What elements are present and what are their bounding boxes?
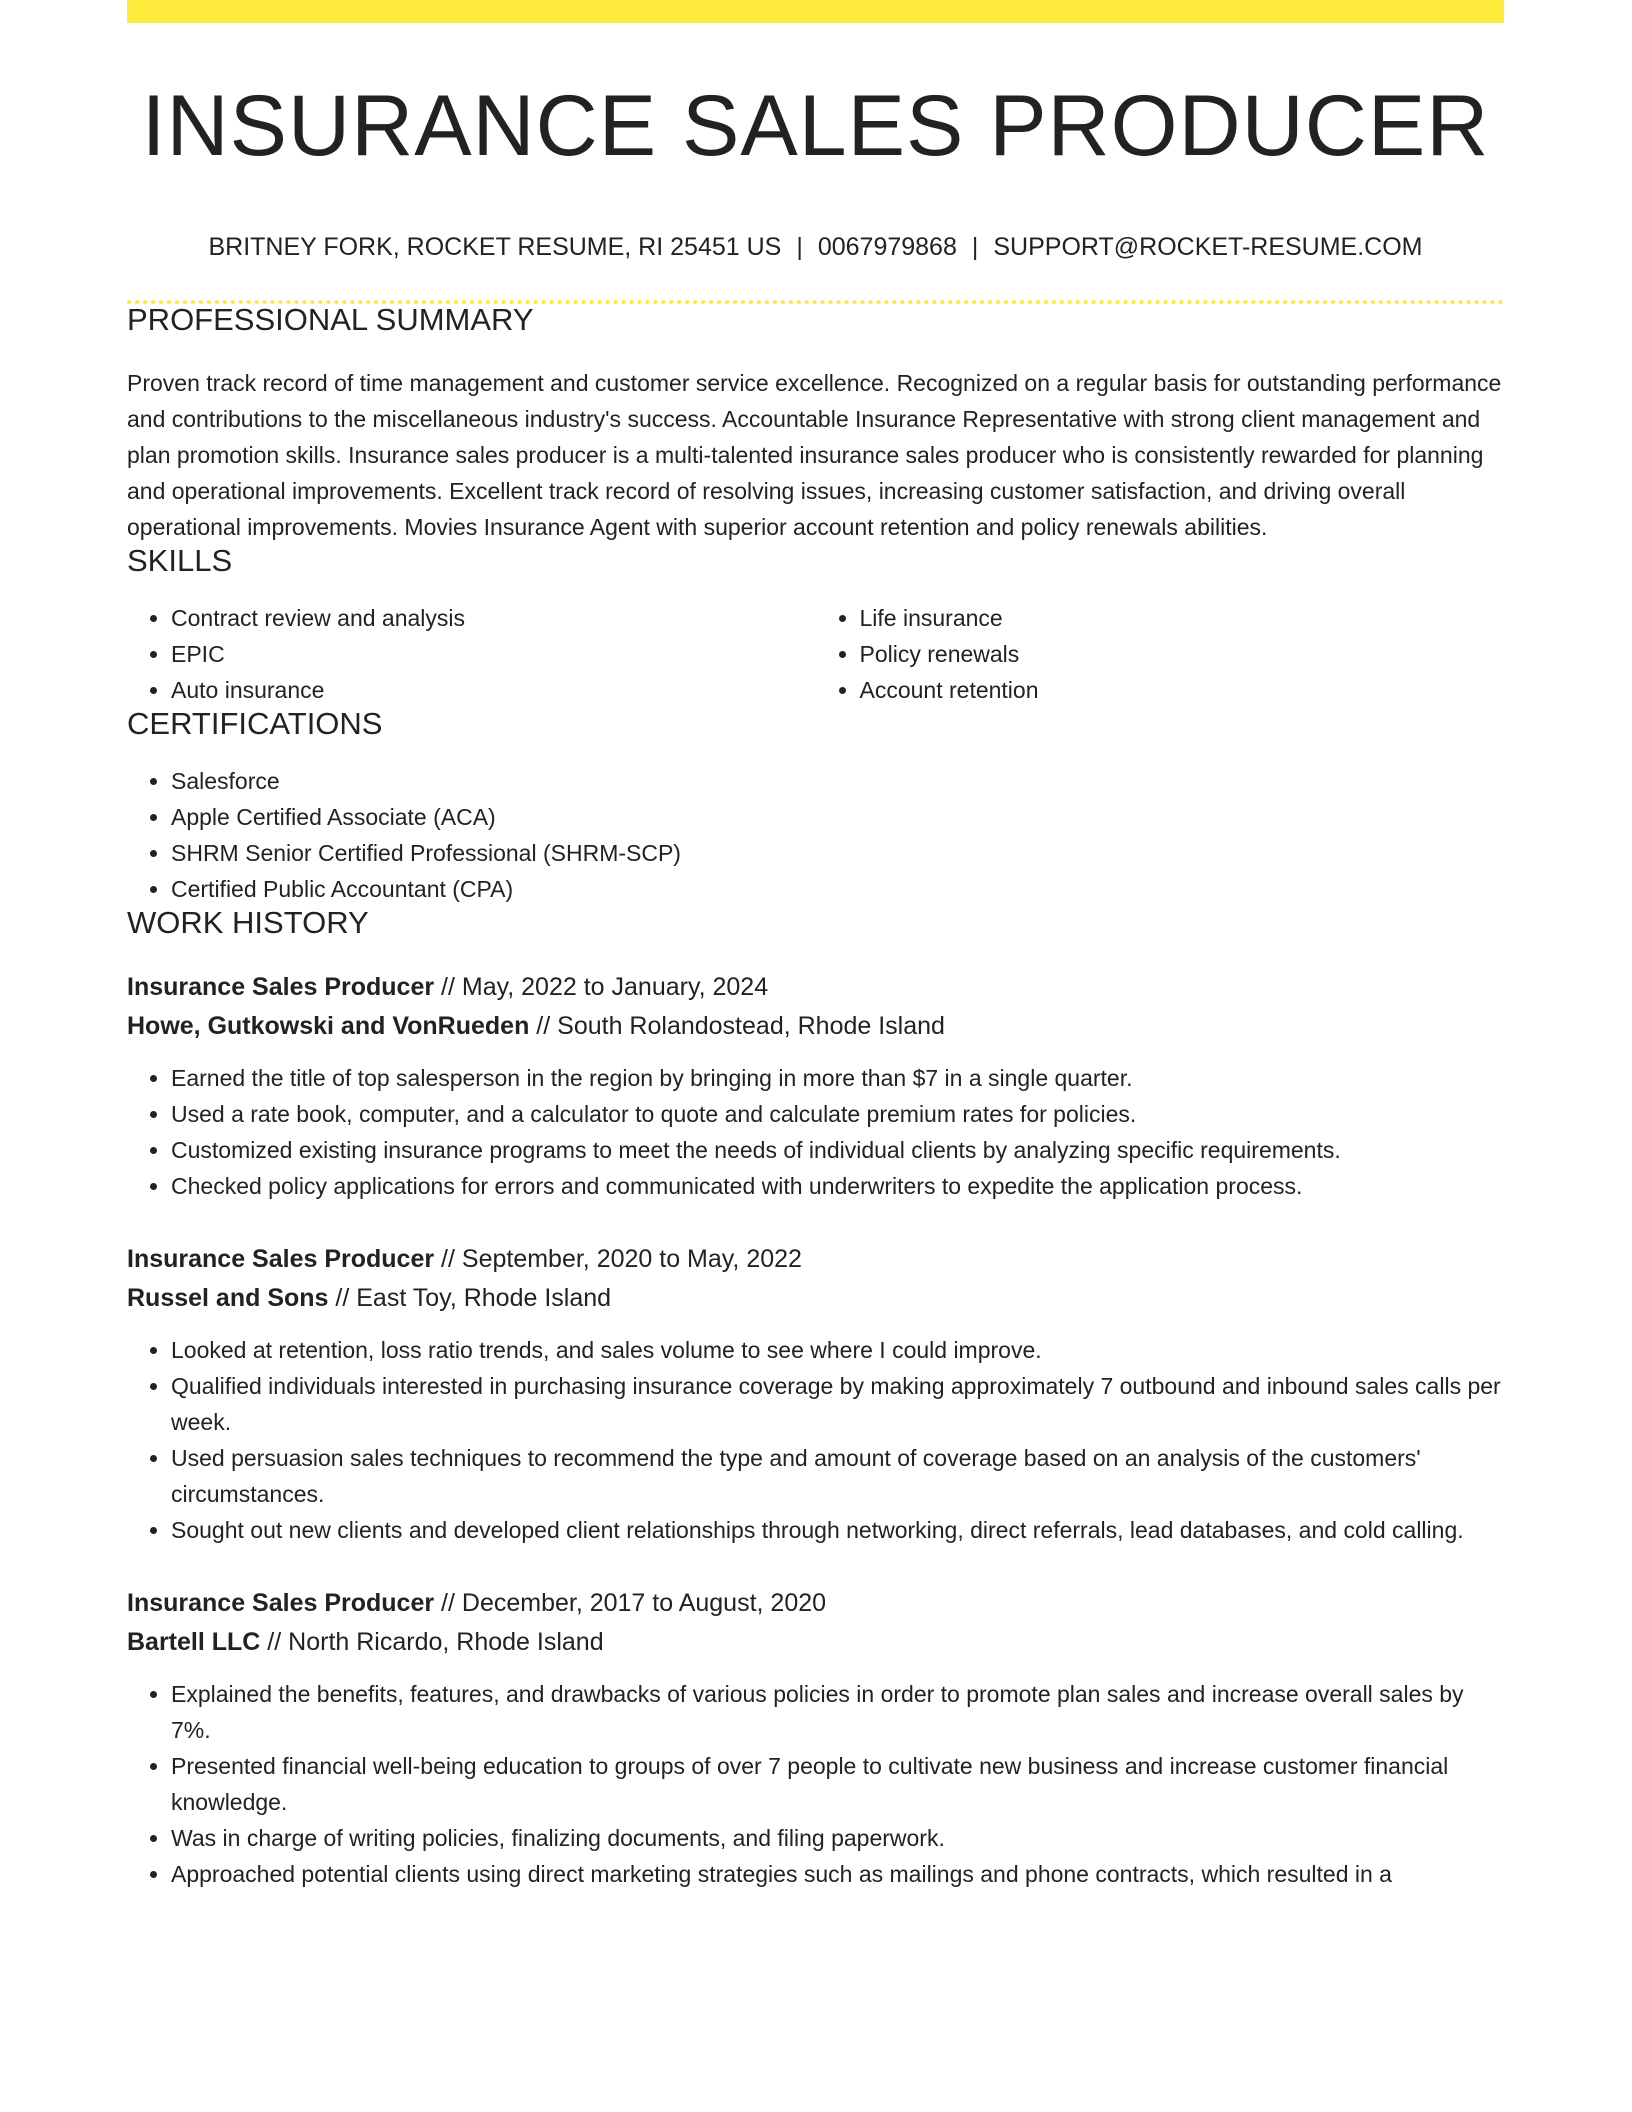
job-bullet: • Explained the benefits, features, and drawbacks of various policies in order to promote plan sales and increase overall sales by 7%. [171,1676,1504,1748]
skill-item: • Account retention [860,672,1505,708]
job-dates: September, 2020 to May, 2022 [461,1245,802,1273]
top-accent-bar [127,0,1504,23]
job-title-line [127,1240,1504,1279]
job-bullet: • Checked policy applications for errors and communicated with underwriters to expedite the application process. [171,1168,1504,1204]
skill-item: • EPIC [171,636,816,672]
job-bullets [127,1060,1504,1204]
job-title: Insurance Sales Producer [127,973,435,1001]
job-location: North Ricardo, Rhode Island [288,1628,604,1656]
certifications-list [127,763,1504,907]
summary-heading: PROFESSIONAL SUMMARY [127,302,534,337]
job-title-line [127,968,1504,1007]
contact-separator: | [796,233,803,261]
job-location: South Rolandostead, Rhode Island [557,1012,945,1040]
job-title: Insurance Sales Producer [127,1589,435,1617]
job-location: East Toy, Rhode Island [356,1284,612,1312]
contact-separator: | [971,233,979,261]
job-title: Insurance Sales Producer [127,1245,435,1273]
job-bullet: • Customized existing insurance programs to meet the needs of individual clients by analyzing specific requirements. [171,1132,1504,1168]
skills-list [127,600,1504,708]
job-bullet: • Presented financial well-being education to groups of over 7 people to cultivate new business and increase customer financial knowledge. [171,1748,1504,1820]
certification-item: • Salesforce [171,763,1504,799]
job-entry [127,1584,1504,1892]
job-dates: December, 2017 to August, 2020 [461,1589,827,1617]
job-entry [127,1240,1504,1548]
work-history-heading: WORK HISTORY [127,905,369,940]
certification-item: • Apple Certified Associate (ACA) [171,799,1504,835]
job-title-line [127,1584,1504,1623]
resume-title: INSURANCE SALES PRODUCER [141,78,1490,174]
job-bullet: • Looked at retention, loss ratio trends, and sales volume to see where I could improve. [171,1332,1504,1368]
contact-phone: 0067979868 [817,233,957,261]
skills-heading: SKILLS [127,543,233,578]
field-delimiter: // [260,1628,289,1656]
job-entry [127,968,1504,1204]
skill-item: • Life insurance [860,600,1505,636]
job-dates: May, 2022 to January, 2024 [461,973,769,1001]
job-bullet: • Was in charge of writing policies, finalizing documents, and filing paperwork. [171,1820,1504,1856]
job-company: Bartell LLC [127,1628,261,1656]
job-bullets [127,1676,1504,1892]
job-company-line [127,1007,1504,1046]
job-company: Howe, Gutkowski and VonRueden [127,1012,530,1040]
contact-line [127,235,1504,260]
skill-item: • Auto insurance [171,672,816,708]
job-bullet: • Earned the title of top salesperson in the region by bringing in more than $7 in a single quarter. [171,1060,1504,1096]
job-bullet: • Sought out new clients and developed client relationships through networking, direct referrals, lead databases, and cold calling. [171,1512,1504,1548]
certification-item: • SHRM Senior Certified Professional (SHRM-SCP) [171,835,1504,871]
job-bullet: • Used persuasion sales techniques to recommend the type and amount of coverage based on an analysis of the customers' circumstances. [171,1440,1504,1512]
certification-item: • Certified Public Accountant (CPA) [171,871,1504,907]
job-company-line [127,1623,1504,1662]
contact-address: BRITNEY FORK, ROCKET RESUME, RI 25451 US [208,233,782,261]
field-delimiter: // [434,1589,462,1617]
skill-item: • Policy renewals [860,636,1505,672]
contact-email: SUPPORT@ROCKET-RESUME.COM [993,233,1423,261]
field-delimiter: // [328,1284,357,1312]
certifications-heading: CERTIFICATIONS [127,706,383,741]
job-bullets [127,1332,1504,1548]
job-company-line [127,1279,1504,1318]
field-delimiter: // [529,1012,558,1040]
field-delimiter: // [434,1245,462,1273]
job-bullet: • Approached potential clients using direct marketing strategies such as mailings and phone contracts, which resulted in a [171,1856,1504,1892]
job-company: Russel and Sons [127,1284,329,1312]
summary-text: Proven track record of time management and customer service excellence. Recognized on a regular basis for outstanding performance and contributions to the miscellaneous industry's success. Accountable Insurance Representative with strong client management and plan promotion skills. Insurance sales producer is a multi-talented insurance sales producer who is consistently rewarded for planning and operational improvements. Excellent track record of resolving issues, increasing customer satisfaction, and driving overall operational improvements. Movies Insurance Agent with superior account retention and policy renewals abilities. [127,370,1502,540]
skills-column-left [127,600,816,708]
job-bullet: • Qualified individuals interested in purchasing insurance coverage by making approximately 7 outbound and inbound sales calls per week. [171,1368,1504,1440]
skills-column-right [816,600,1505,708]
job-bullet: • Used a rate book, computer, and a calculator to quote and calculate premium rates for policies. [171,1096,1504,1132]
field-delimiter: // [434,973,462,1001]
skill-item: • Contract review and analysis [171,600,816,636]
resume-page [127,0,1504,1892]
